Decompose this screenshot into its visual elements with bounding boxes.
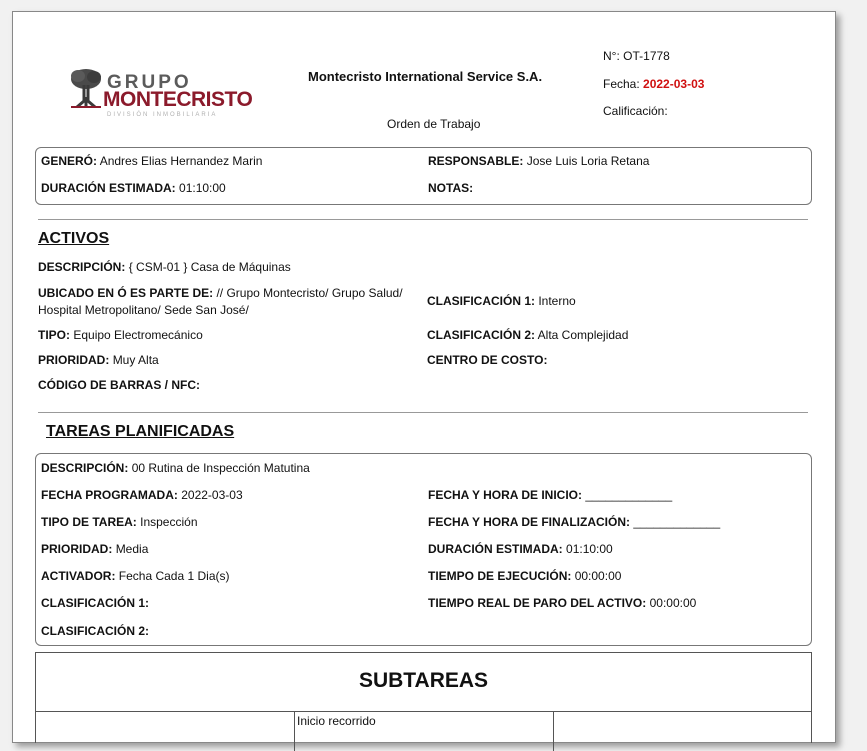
task-description-label: DESCRIPCIÓN:	[41, 461, 129, 475]
scheduled-date-value: 2022-03-03	[181, 488, 243, 502]
document-type: Orden de Trabajo	[387, 117, 481, 131]
estimated-duration-label: DURACIÓN ESTIMADA:	[41, 181, 176, 195]
subtasks-title: SUBTAREAS	[358, 669, 489, 692]
task-estimated-duration-label: DURACIÓN ESTIMADA:	[428, 542, 563, 556]
order-number	[603, 49, 670, 63]
task-trigger-label: ACTIVADOR:	[41, 569, 116, 583]
work-order-page	[12, 11, 836, 743]
planned-tasks-section-title: TAREAS PLANIFICADAS	[46, 423, 235, 440]
asset-downtime-value: 00:00:00	[649, 596, 697, 610]
asset-priority-label: PRIORIDAD:	[38, 353, 110, 367]
asset-type-value: Equipo Electromecánico	[73, 328, 203, 342]
company-name: Montecristo International Service S.A.	[308, 69, 543, 84]
logo-line-3: DIVISIÓN INMOBILIARIA	[107, 112, 218, 118]
task-estimated-duration	[428, 542, 613, 556]
task-estimated-duration-value: 01:10:00	[566, 542, 613, 556]
task-trigger-value: Fecha Cada 1 Dia(s)	[118, 569, 230, 583]
asset-priority-value: Muy Alta	[112, 353, 159, 367]
order-date	[603, 77, 704, 91]
asset-classification-2-value: Alta Complejidad	[537, 328, 629, 342]
task-classification-1	[41, 596, 149, 610]
subtasks-col-divider	[294, 711, 295, 751]
planned-task-box	[35, 453, 812, 646]
task-priority-value: Media	[115, 542, 149, 556]
asset-classification-1	[427, 294, 576, 308]
asset-classification-1-label: CLASIFICACIÓN 1:	[427, 294, 535, 308]
asset-type-label: TIPO:	[38, 328, 70, 342]
generated-by-value: Andres Elias Hernandez Marin	[99, 154, 263, 168]
cost-center	[427, 353, 547, 367]
task-description-value: 00 Rutina de Inspección Matutina	[131, 461, 310, 475]
logo-line-2: MONTECRISTO	[103, 88, 253, 111]
tree-icon	[69, 67, 103, 109]
subtask-row-text: Inicio recorrido	[297, 714, 376, 728]
task-type-label: TIPO DE TAREA:	[41, 515, 137, 529]
end-datetime-label: FECHA Y HORA DE FINALIZACIÓN:	[428, 515, 631, 529]
order-date-value: 2022-03-03	[643, 77, 705, 91]
asset-location	[38, 285, 418, 319]
task-trigger	[41, 569, 230, 583]
estimated-duration-value: 01:10:00	[179, 181, 226, 195]
task-type	[41, 515, 198, 529]
order-number-value: OT-1778	[623, 49, 670, 63]
end-datetime-blank: _____________	[633, 515, 721, 529]
end-datetime	[428, 515, 720, 529]
task-classification-2-label: CLASIFICACIÓN 2:	[41, 624, 149, 638]
start-datetime-blank: _____________	[585, 488, 673, 502]
responsible-value: Jose Luis Loria Retana	[526, 154, 650, 168]
asset-classification-1-value: Interno	[538, 294, 576, 308]
barcode-nfc	[38, 378, 200, 392]
asset-type	[38, 328, 203, 342]
rating-label: Calificación:	[603, 104, 668, 118]
order-number-label: N°:	[603, 49, 620, 63]
assets-section-title: ACTIVOS	[38, 230, 110, 247]
notes-label: NOTAS:	[428, 181, 474, 195]
responsible-label: RESPONSABLE:	[428, 154, 524, 168]
execution-time-value: 00:00:00	[574, 569, 622, 583]
generated-by-label: GENERÓ:	[41, 154, 98, 168]
responsible	[428, 154, 649, 168]
scheduled-date-label: FECHA PROGRAMADA:	[41, 488, 178, 502]
barcode-nfc-label: CÓDIGO DE BARRAS / NFC:	[38, 378, 200, 392]
task-classification-2	[41, 624, 149, 638]
start-datetime-label: FECHA Y HORA DE INICIO:	[428, 488, 583, 502]
order-date-label: Fecha:	[603, 77, 640, 91]
task-type-value: Inspección	[140, 515, 198, 529]
asset-location-label: UBICADO EN Ó ES PARTE DE:	[38, 286, 214, 300]
estimated-duration	[41, 181, 226, 195]
asset-description	[38, 260, 291, 274]
logo-line-1: GRUPO	[107, 72, 192, 93]
company-logo	[69, 67, 253, 118]
task-priority-label: PRIORIDAD:	[41, 542, 113, 556]
execution-time-label: TIEMPO DE EJECUCIÓN:	[428, 569, 572, 583]
cost-center-label: CENTRO DE COSTO:	[427, 353, 548, 367]
asset-downtime	[428, 596, 696, 610]
task-priority	[41, 542, 148, 556]
divider	[38, 412, 808, 413]
asset-location-value-2: Hospital Metropolitano/ Sede San José/	[38, 303, 249, 317]
asset-description-label: DESCRIPCIÓN:	[38, 260, 126, 274]
task-description	[41, 461, 310, 475]
notes	[428, 181, 473, 195]
subtasks-header-rule	[36, 711, 811, 712]
scheduled-date	[41, 488, 243, 502]
asset-downtime-label: TIEMPO REAL DE PARO DEL ACTIVO:	[428, 596, 647, 610]
execution-time	[428, 569, 621, 583]
divider	[38, 219, 808, 220]
asset-priority	[38, 353, 159, 367]
asset-location-value-1: // Grupo Montecristo/ Grupo Salud/	[216, 286, 403, 300]
asset-description-value: { CSM-01 } Casa de Máquinas	[128, 260, 291, 274]
subtasks-col-divider	[553, 711, 554, 751]
asset-classification-2	[427, 328, 628, 342]
generated-by	[41, 154, 262, 168]
start-datetime	[428, 488, 672, 502]
task-classification-1-label: CLASIFICACIÓN 1:	[41, 596, 149, 610]
subtasks-table	[35, 652, 812, 743]
asset-classification-2-label: CLASIFICACIÓN 2:	[427, 328, 535, 342]
